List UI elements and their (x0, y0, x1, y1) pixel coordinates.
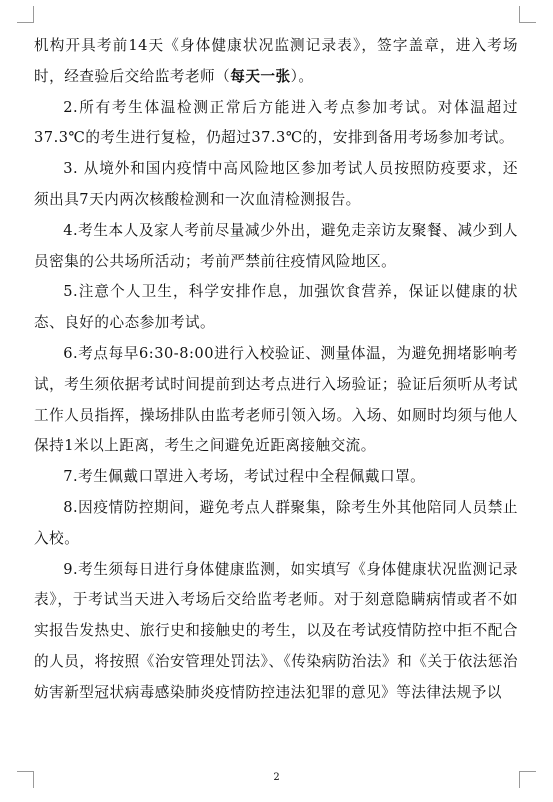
paragraph-1-text: 机构开具考前14天《身体健康状况监测记录表》，签字盖章，进入考场时，经查验后交给监考老师（ (34, 37, 518, 85)
paragraph-7: 7.考生佩戴口罩进入考场，考试过程中全程佩戴口罩。 (63, 468, 426, 486)
paragraph-3: 3. 从境外和国内疫情中高风险地区参加考试人员按照防疫要求，还须出具7天内两次核酸检测和一次血清检测报告。 (34, 160, 518, 208)
paragraph-2: 2.所有考生体温检测正常后方能进入考点参加考试。对体温超过37.3℃的考生进行复检，仍超过37.3℃的，安排到备用考场参加考试。 (34, 98, 518, 147)
paragraph-5: 5.注意个人卫生，科学安排作息，加强饮食营养，保证以健康的状态、良好的心态参加考试。 (34, 283, 518, 332)
page-number: 2 (273, 772, 280, 783)
document-body (34, 31, 518, 709)
paragraph-9: 9.考生须每日进行身体健康监测，如实填写《身体健康状况监测记录表》，于考试当天进入考场后交给监考老师。对于刻意隐瞒病情或者不如实报告发热史、旅行史和接触史的考生，以及在考试疫情防控中拒不配合的人员，将按照《治安管理处罚法》、《传染病防治法》和《关于依法惩治妨害新型冠状病毒感染肺炎疫情防控违法犯罪的意见》等法律法规予以 (34, 560, 518, 701)
paragraph-1-tail: ）。 (290, 67, 314, 85)
paragraph-4: 4.考生本人及家人考前尽量减少外出，避免走亲访友聚餐、减少到人员密集的公共场所活动；考前严禁前往疫情风险地区。 (34, 221, 518, 270)
paragraph-6: 6.考点每早6:30-8:00进行入校验证、测量体温，为避免拥堵影响考试，考生须依据考试时间提前到达考点进行入场验证；验证后须听从考试工作人员指挥，操场排队由监考老师引领入场。入场、如厕时均须与他人保持1米以上距离，考生之间避免近距离接触交流。 (34, 344, 518, 455)
crop-mark-top-left (17, 6, 34, 23)
paragraph-1 (34, 31, 518, 93)
crop-mark-top-right (519, 6, 536, 23)
paragraph-8: 8.因疫情防控期间，避免考点人群聚集，除考生外其他陪同人员禁止入校。 (34, 498, 518, 547)
paragraph-1-bold-note: 每天一张 (230, 67, 291, 85)
